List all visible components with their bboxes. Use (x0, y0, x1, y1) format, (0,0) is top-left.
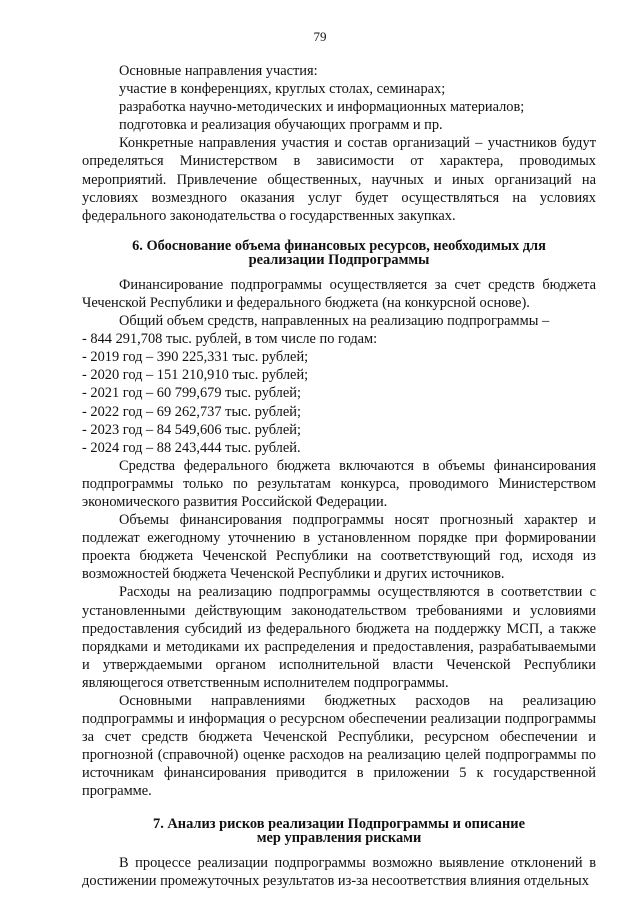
section-6-heading (82, 239, 596, 268)
year-amount: - 2020 год – 151 210,910 тыс. рублей; (82, 367, 309, 384)
federal-budget-paragraph: Средства федерального бюджета включаются в объемы финансирования подпрограммы только по результатам конкурса, проводимого Министерством экономического развития Российской Федерации. (82, 457, 596, 510)
year-amount: - 2024 год – 88 243,444 тыс. рублей. (82, 439, 301, 456)
participation-paragraph: Конкретные направления участия и состав организаций – участников будут определяться Министерством в зависимости от характера, проводимых мероприятий. Привлечение общественных, научных и иных организаций на условиях возмездного оказания услуг будет осуществляться на условиях федерального законодательства о государственных закупках. (82, 135, 596, 224)
section-6-heading-line: реализации Подпрограммы (248, 252, 430, 269)
total-volume-intro: Общий объем средств, направленных на реализацию подпрограммы – (119, 313, 550, 330)
budget-directions-paragraph: Основными направлениями бюджетных расходов на реализацию подпрограммы и информация о ресурсном обеспечении реализации подпрограммы за счет средств бюджета Чеченской Республики, ресурсном обеспечении и прогнозной (справочной) оценке расходов на реализацию целей подпрограммы по источникам финансирования приводится в приложении 5 к государственной программе. (82, 693, 596, 800)
total-volume: - 844 291,708 тыс. рублей, в том числе по годам: (82, 331, 378, 348)
year-amount: - 2022 год – 69 262,737 тыс. рублей; (82, 403, 301, 420)
section-7-heading (82, 817, 596, 846)
participation-item: участие в конференциях, круглых столах, семинарах; (119, 81, 446, 98)
section-7-heading-line: мер управления рисками (256, 830, 422, 847)
participation-title: Основные направления участия: (119, 63, 318, 79)
page-content (82, 62, 596, 890)
year-amount: - 2019 год – 390 225,331 тыс. рублей; (82, 349, 309, 366)
risk-paragraph: В процессе реализации подпрограммы возможно выявление отклонений в достижении промежуточных результатов из-за несоответствия влияния отдельных (82, 854, 596, 889)
expenditure-paragraph: Расходы на реализацию подпрограммы осуществляются в соответствии с установленными действующим законодательством требованиями и условиями предоставления субсидий из федерального бюджета на поддержку МСП, а также порядками и методиками их распределения и предоставления, разрабатываемыми и утверждаемыми органом исполнительной власти Чеченской Республики являющегося ответственным исполнителем подпрограммы. (82, 584, 596, 691)
year-amount: - 2023 год – 84 549,606 тыс. рублей; (82, 421, 301, 438)
forecast-paragraph: Объемы финансирования подпрограммы носят прогнозный характер и подлежат ежегодному уточнению в установленном порядке при формировании проекта бюджета Чеченской Республики на соответствующий год, исходя из возможностей бюджета Чеченской Республики и других источников. (82, 512, 596, 583)
year-amount: - 2021 год – 60 799,679 тыс. рублей; (82, 385, 301, 402)
section-7-heading-line: 7. Анализ рисков реализации Подпрограммы и описание (153, 815, 525, 832)
financing-paragraph: Финансирование подпрограммы осуществляется за счет средств бюджета Чеченской Республики и федерального бюджета (на конкурсной основе). (82, 276, 596, 311)
page-number: 79 (313, 29, 327, 44)
participation-item: разработка научно-методических и информационных материалов; (119, 99, 525, 116)
section-6-heading-line: 6. Обоснование объема финансовых ресурсов, необходимых для (132, 237, 546, 254)
participation-item: подготовка и реализация обучающих программ и пр. (119, 117, 443, 134)
